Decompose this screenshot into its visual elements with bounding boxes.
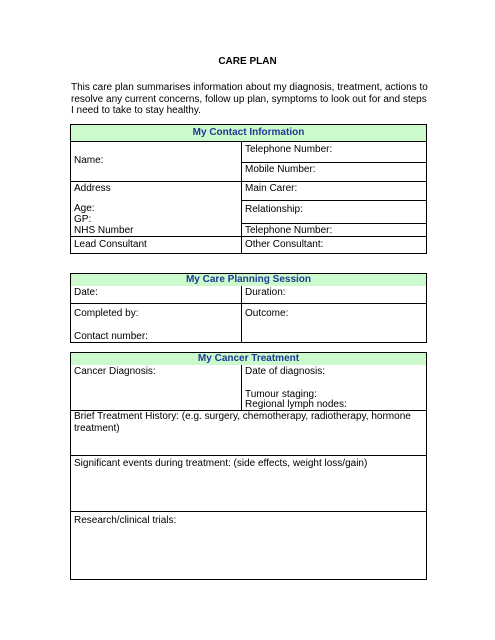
intro-paragraph: This care plan summarises information about my diagnosis, treatment, actions to resolve any current concerns, follow up plan, symptoms to look out for and steps I need to take to stay healthy. xyxy=(71,82,428,116)
other-consultant-label: Other Consultant: xyxy=(245,239,324,250)
cancer-treatment-table xyxy=(70,352,427,580)
age-label: Age: xyxy=(74,203,95,214)
telephone-number-label: Telephone Number: xyxy=(245,144,333,155)
main-carer-label: Main Carer: xyxy=(245,183,298,194)
carer-telephone-label: Telephone Number: xyxy=(245,225,333,236)
name-label: Name: xyxy=(74,155,104,166)
contact-number-label: Contact number: xyxy=(74,331,148,342)
treatment-heading: My Cancer Treatment xyxy=(71,353,426,365)
contact-information-table xyxy=(70,124,427,254)
date-label: Date: xyxy=(74,287,98,298)
cancer-diagnosis-label: Cancer Diagnosis: xyxy=(74,366,156,377)
research-clinical-trials-label: Research/clinical trials: xyxy=(74,515,177,526)
outcome-label: Outcome: xyxy=(245,308,289,319)
tumour-staging-label: Tumour staging: xyxy=(245,389,317,400)
treatment-history-label: Brief Treatment History: (e.g. surgery, chemotherapy, radiotherapy, hormone treatment) xyxy=(74,411,411,434)
duration-label: Duration: xyxy=(245,287,286,298)
contact-heading: My Contact Information xyxy=(71,125,426,142)
page-title: CARE PLAN xyxy=(218,56,277,67)
care-planning-session-table xyxy=(70,273,427,343)
nhs-number-label: NHS Number xyxy=(74,225,134,236)
gp-label: GP: xyxy=(74,214,92,225)
address-label: Address xyxy=(74,183,111,194)
session-heading: My Care Planning Session xyxy=(71,274,426,286)
lead-consultant-label: Lead Consultant xyxy=(74,239,147,250)
mobile-number-label: Mobile Number: xyxy=(245,164,316,175)
significant-events-label: Significant events during treatment: (side effects, weight loss/gain) xyxy=(74,458,368,469)
date-of-diagnosis-label: Date of diagnosis: xyxy=(245,366,326,377)
completed-by-label: Completed by: xyxy=(74,308,139,319)
regional-lymph-nodes-label: Regional lymph nodes: xyxy=(245,399,347,410)
relationship-label: Relationship: xyxy=(245,204,303,215)
